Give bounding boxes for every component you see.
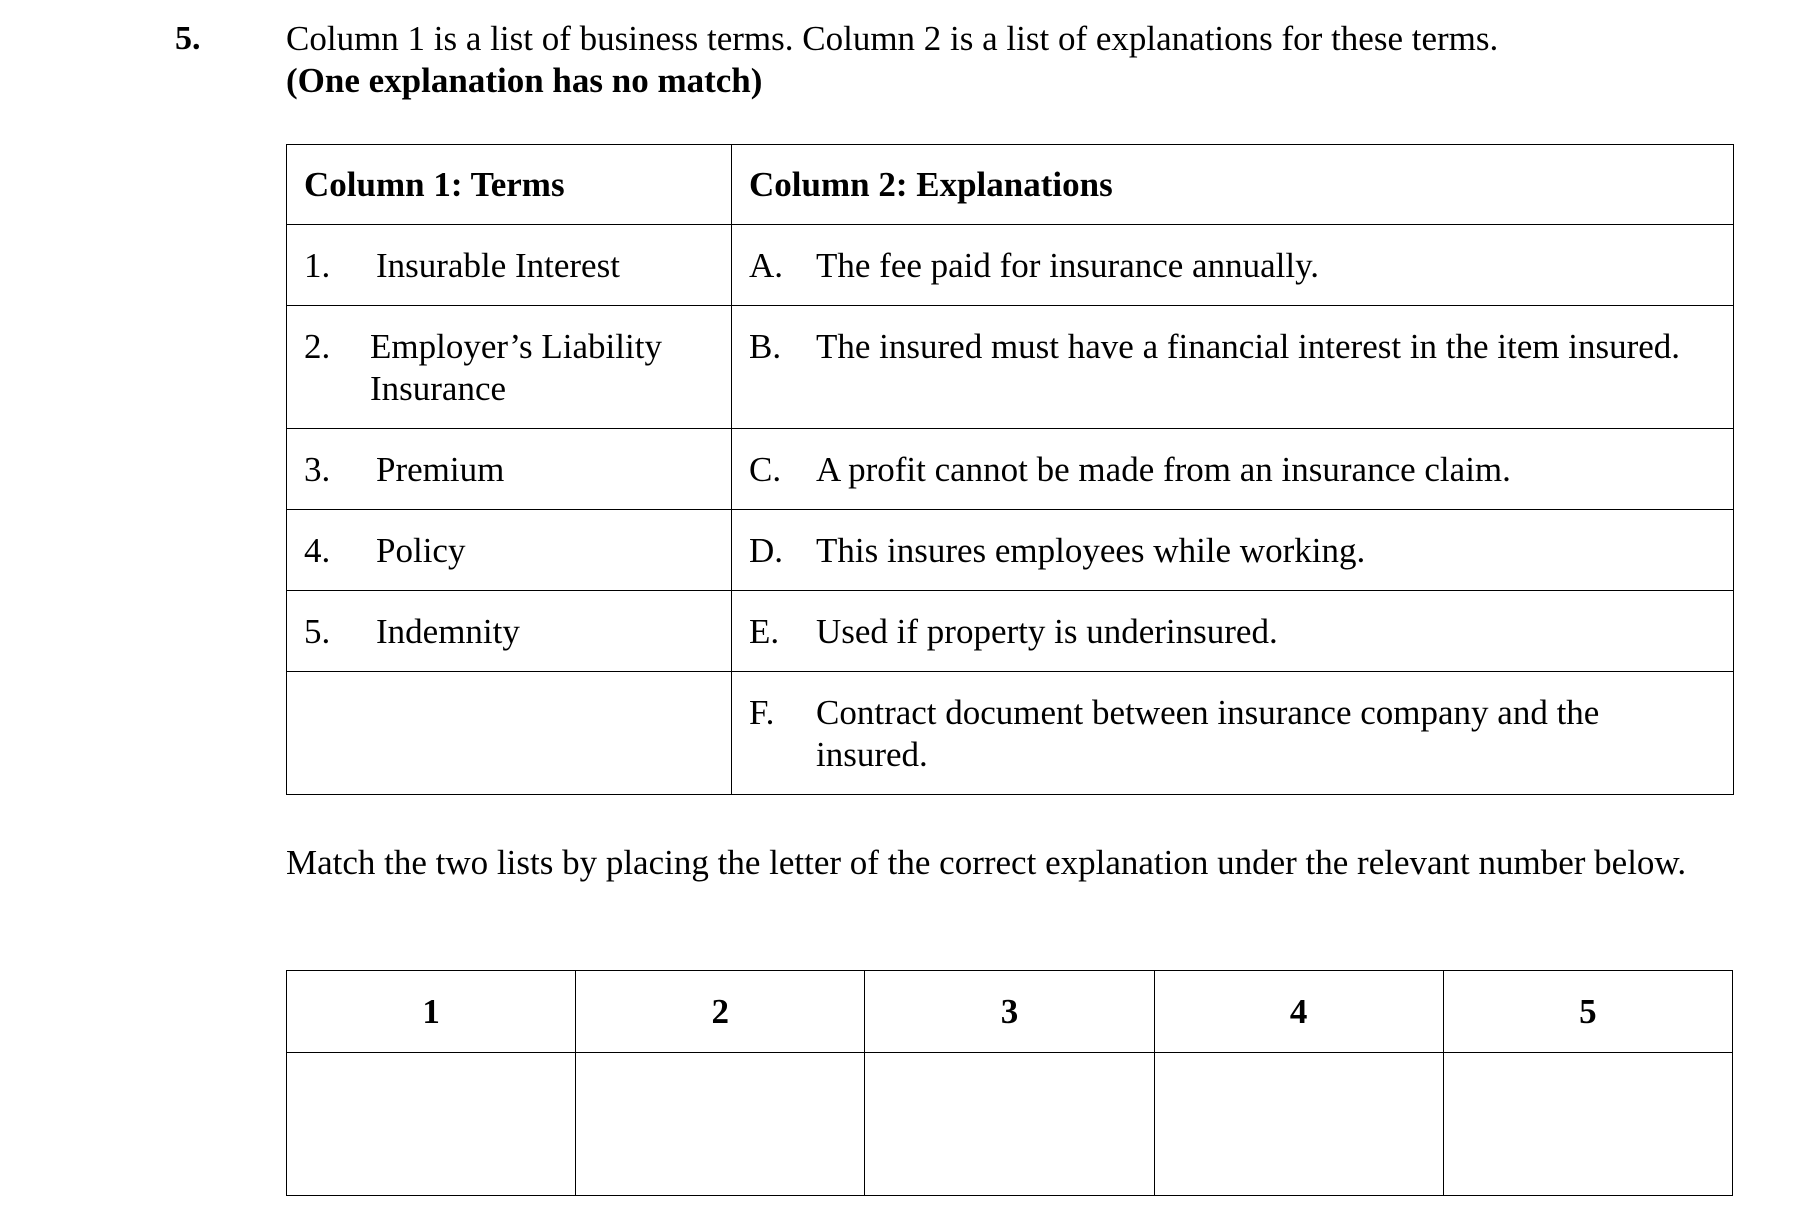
instruction-text: Match the two lists by placing the letter of the correct explanation under the relevant number below. — [286, 843, 1687, 882]
answer-grid-header-row — [287, 971, 1733, 1053]
term-number: 1. — [304, 246, 331, 285]
term-number: 5. — [304, 612, 331, 651]
table-row — [287, 672, 1734, 795]
explanation-text: This insures employees while working. — [816, 531, 1366, 570]
answer-column-header: 1 — [287, 971, 576, 1053]
question-number: 5. — [175, 20, 201, 57]
table-row — [287, 591, 1734, 672]
term-number: 3. — [304, 450, 331, 489]
explanation-letter: B. — [749, 327, 782, 366]
answer-row — [287, 1053, 1733, 1196]
column-2-header: Column 2: Explanations — [732, 145, 1734, 225]
answer-column-header: 2 — [576, 971, 865, 1053]
term-text: Policy — [376, 531, 466, 570]
explanation-text: The insured must have a financial interest in the item insured. — [816, 327, 1681, 366]
empty-term-cell — [287, 672, 732, 795]
explanation-letter: E. — [749, 612, 780, 651]
explanation-letter: C. — [749, 450, 782, 489]
explanation-letter: D. — [749, 531, 784, 570]
answer-cell-2[interactable] — [576, 1053, 865, 1196]
answer-column-header: 3 — [865, 971, 1154, 1053]
question-intro — [286, 18, 1498, 102]
matching-table-header-row — [287, 145, 1734, 225]
answer-column-header: 4 — [1154, 971, 1443, 1053]
term-text: Premium — [376, 450, 505, 489]
table-row — [287, 225, 1734, 306]
term-number: 4. — [304, 531, 331, 570]
answer-cell-4[interactable] — [1154, 1053, 1443, 1196]
explanation-text: Contract document between insurance company and the insured. — [816, 693, 1600, 774]
explanation-letter: A. — [749, 246, 784, 285]
matching-table — [286, 144, 1734, 795]
question-note: (One explanation has no match) — [286, 61, 763, 100]
term-number: 2. — [304, 327, 331, 366]
explanation-text: A profit cannot be made from an insurance claim. — [816, 450, 1511, 489]
column-1-header: Column 1: Terms — [287, 145, 732, 225]
table-row — [287, 306, 1734, 429]
term-text: Indemnity — [376, 612, 520, 651]
answer-grid — [286, 970, 1733, 1196]
term-text: Insurable Interest — [376, 246, 620, 285]
answer-column-header: 5 — [1443, 971, 1732, 1053]
question-intro-text: Column 1 is a list of business terms. Column 2 is a list of explanations for these terms. — [286, 19, 1499, 58]
table-row — [287, 429, 1734, 510]
answer-cell-1[interactable] — [287, 1053, 576, 1196]
explanation-letter: F. — [749, 693, 775, 732]
answer-cell-5[interactable] — [1443, 1053, 1732, 1196]
explanation-text: Used if property is underinsured. — [816, 612, 1278, 651]
explanation-text: The fee paid for insurance annually. — [816, 246, 1320, 285]
term-text: Employer’s Liability Insurance — [370, 327, 662, 408]
answer-cell-3[interactable] — [865, 1053, 1154, 1196]
table-row — [287, 510, 1734, 591]
